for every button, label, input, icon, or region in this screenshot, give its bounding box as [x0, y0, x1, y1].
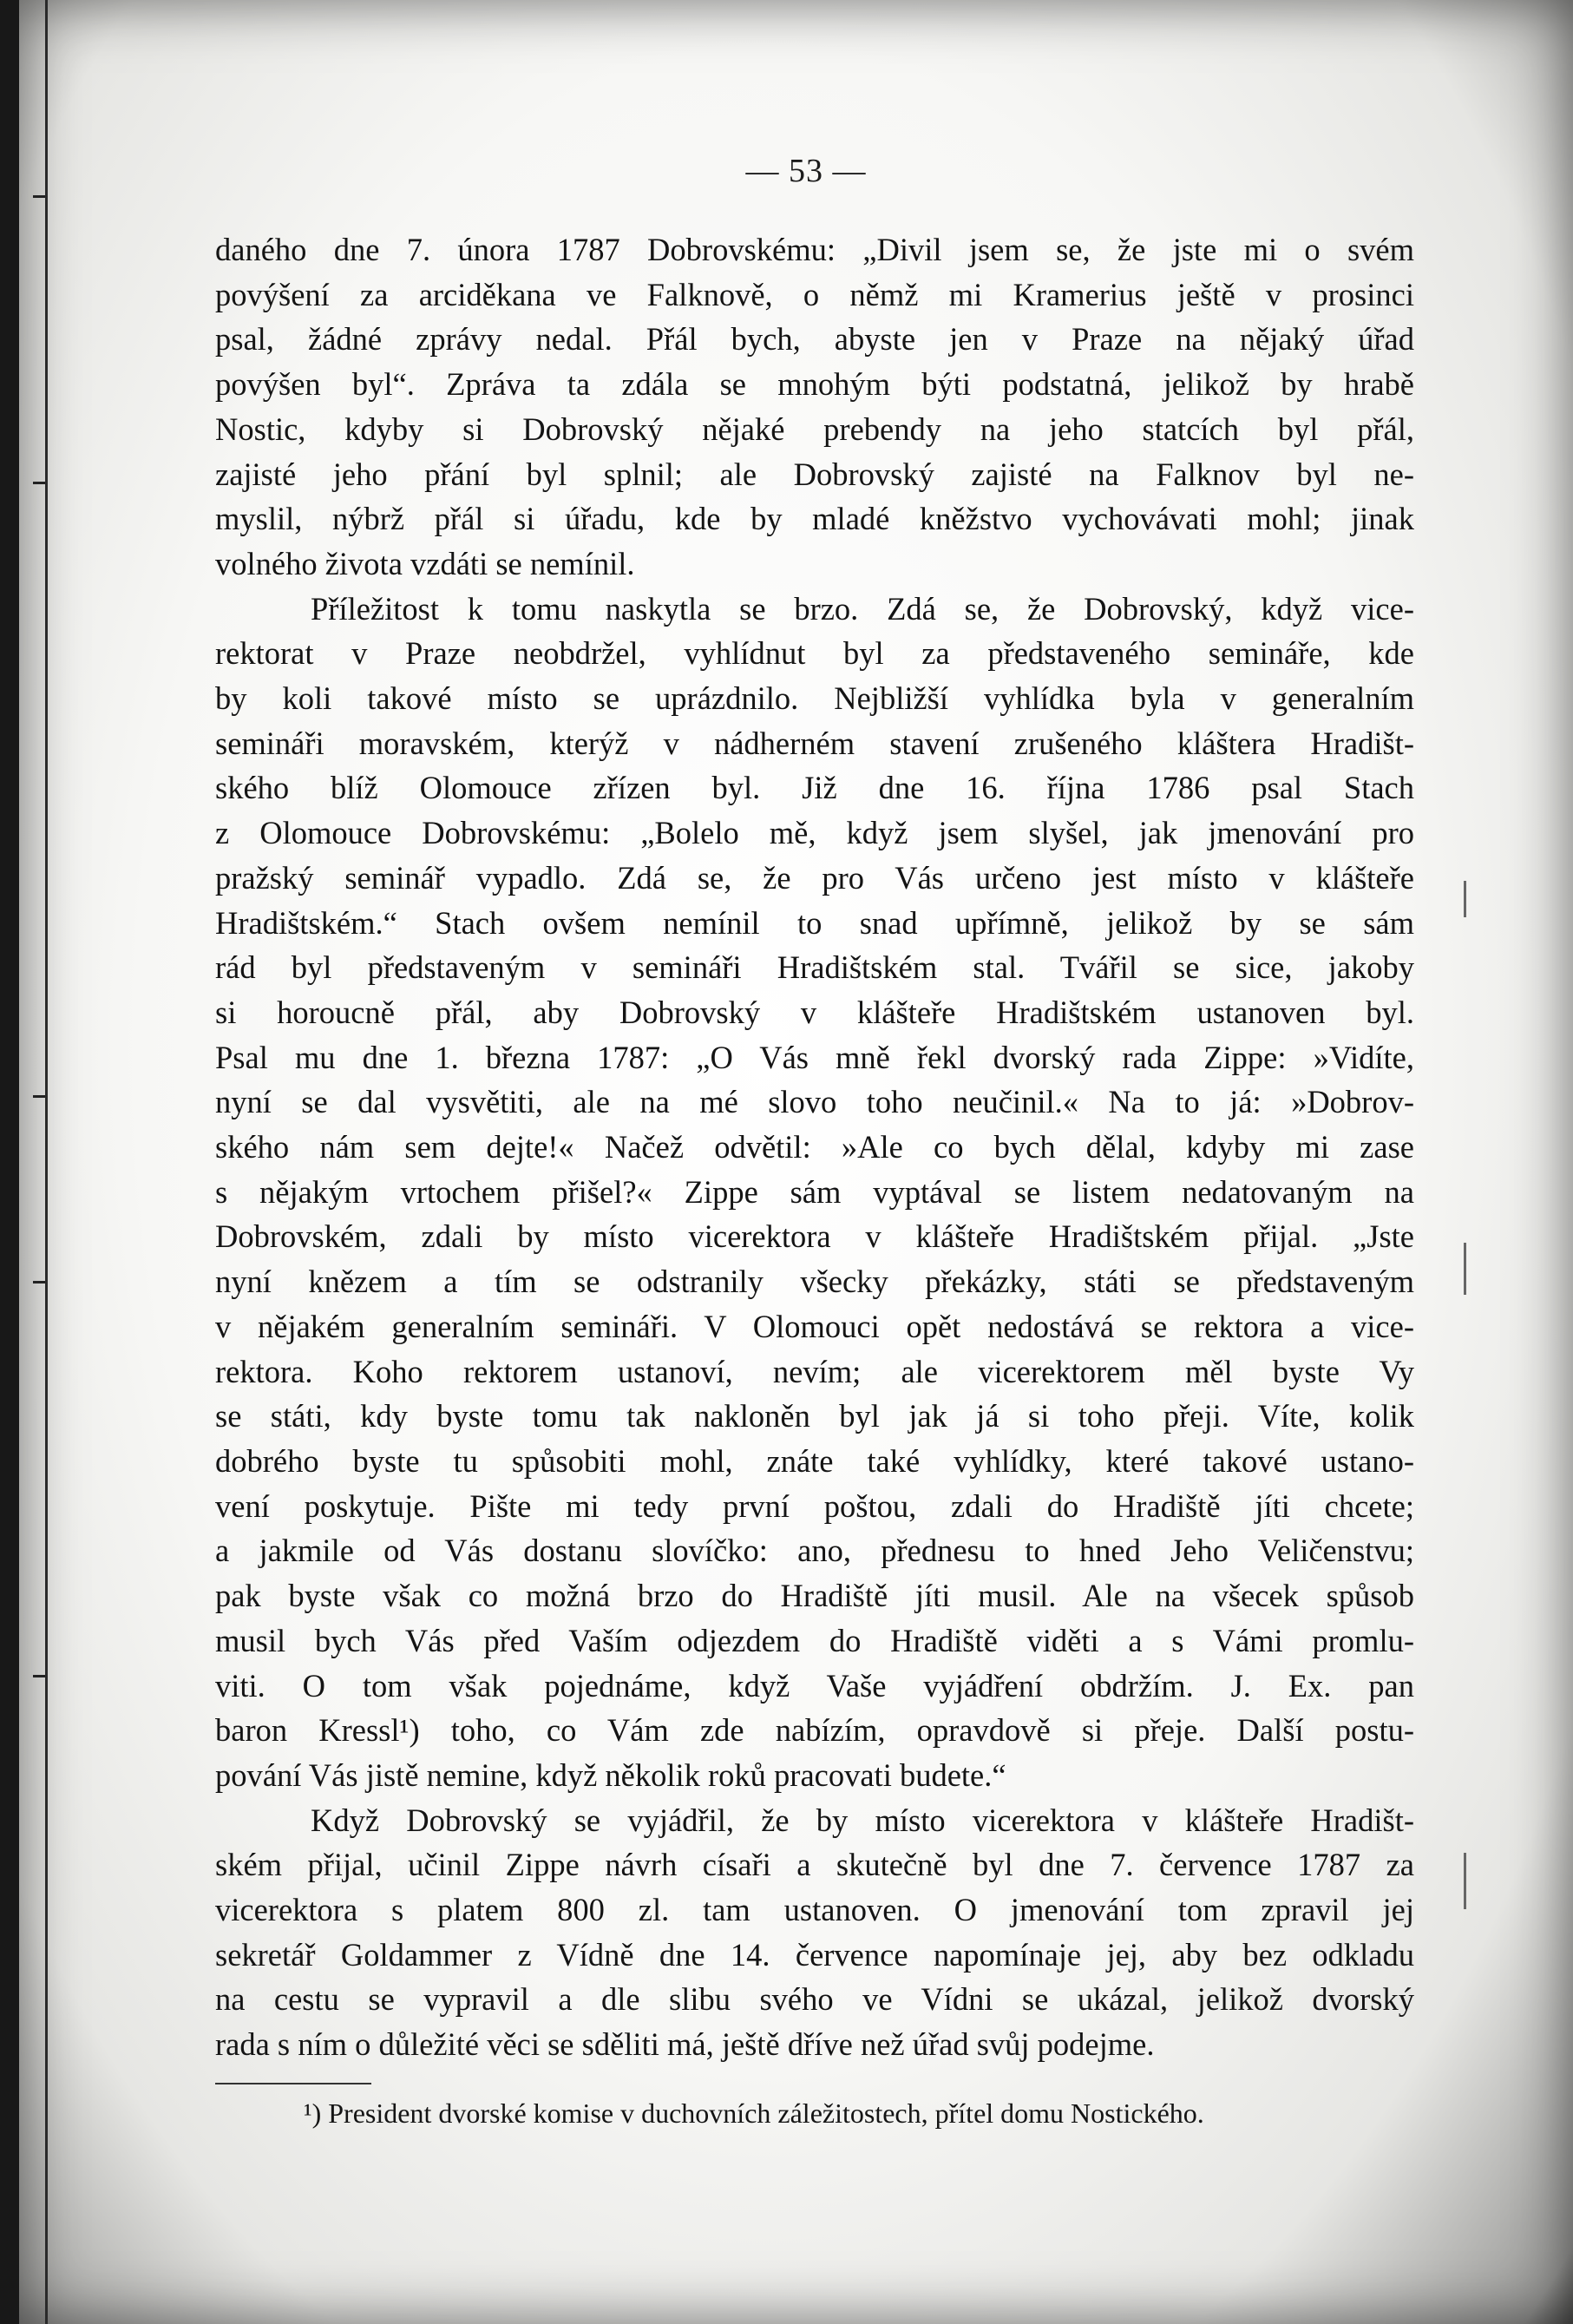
text-line: dobrého byste tu spůsobiti mohl, znáte také vyhlídky, které takové ustano- — [215, 1442, 1414, 1479]
text-line: Hradištském.“ Stach ovšem nemínil to snad upřímně, jelikož by se sám — [215, 904, 1414, 941]
text-line: semináři moravském, kterýž v nádherném stavení zrušeného kláštera Hradišt- — [215, 725, 1414, 761]
text-line: povýšení za arciděkana ve Falknově, o němž mi Kramerius ještě v prosinci — [215, 276, 1414, 312]
text-line: s nějakým vrtochem přišel?« Zippe sám vyptával se listem nedatovaným na — [215, 1173, 1414, 1210]
text-line: Dobrovském, zdali by místo vicerektora v klášteře Hradištském přijal. „Jste — [215, 1218, 1414, 1255]
text-line: pak byste však co možná brzo do Hradiště jíti musil. Ale na všecek spůsob — [215, 1578, 1414, 1614]
text-line: ského nám sem dejte!« Načež odvětil: »Ale co bych dělal, kdyby mi zase — [215, 1129, 1414, 1165]
footnote-rule — [215, 2083, 371, 2084]
text-line: pování Vás jistě nemine, když několik roků pracovati budete.“ — [215, 1756, 1006, 1793]
text-line: ského blíž Olomouce zřízen byl. Již dne 16. října 1786 psal Stach — [215, 770, 1414, 806]
edge-mark — [33, 1675, 45, 1677]
edge-mark — [33, 482, 45, 484]
text-line: vicerektora s platem 800 zl. tam ustanoven. O jmenování tom zpravil jej — [215, 1892, 1414, 1928]
scan-speck — [1464, 1853, 1466, 1909]
text-line: Příležitost k tomu naskytla se brzo. Zdá se, že Dobrovský, když vice- — [311, 590, 1414, 627]
paragraph — [215, 227, 1414, 587]
text-line: v nějakém generalním semináři. V Olomouci opět nedostává se rektora a vice- — [215, 1308, 1414, 1344]
text-line: rád byl představeným v semináři Hradištském stal. Tvářil se sice, jakoby — [215, 949, 1414, 986]
page-number: — 53 — — [745, 153, 867, 189]
edge-mark — [33, 1281, 45, 1283]
text-line: volného života vzdáti se nemínil. — [215, 545, 635, 581]
text-line: rektora. Koho rektorem ustanoví, nevím; ale vicerektorem měl byste Vy — [215, 1353, 1414, 1389]
edge-mark — [33, 195, 45, 198]
text-line: zajisté jeho přání byl splnil; ale Dobrovský zajisté na Falknov byl ne- — [215, 456, 1414, 492]
text-line: baron Kressl¹) toho, co Vám zde nabízím, opravdově si přeje. Další postu- — [215, 1712, 1414, 1749]
binding-edge-line — [45, 0, 48, 2324]
text-line: nyní knězem a tím se odstranily všecky překázky, státi se představeným — [215, 1264, 1414, 1300]
text-line: nyní se dal vysvětiti, ale na mé slovo toho neučinil.« Na to já: »Dobrov- — [215, 1084, 1414, 1120]
text-line: Psal mu dne 1. března 1787: „O Vás mně řekl dvorský rada Zippe: »Vidíte, — [215, 1039, 1414, 1075]
text-line: viti. O tom však pojednáme, když Vaše vyjádření obdržím. J. Ex. pan — [215, 1667, 1414, 1704]
text-line: by koli takové místo se uprázdnilo. Nejbližší vyhlídka byla v generalním — [215, 680, 1414, 717]
text-line: psal, žádné zprávy nedal. Přál bych, abyste jen v Praze na nějaký úřad — [215, 321, 1414, 358]
text-line: musil bych Vás před Vaším odjezdem do Hradiště viděti a s Vámi promlu- — [215, 1622, 1414, 1658]
text-line: a jakmile od Vás dostanu slovíčko: ano, přednesu to hned Jeho Veličenstvu; — [215, 1533, 1414, 1569]
text-line: na cestu se vypravil a dle slibu svého ve Vídni se ukázal, jelikož dvorský — [215, 1981, 1414, 2018]
edge-mark — [33, 1095, 45, 1098]
footnote: ¹) President dvorské komise v duchovních záležitostech, přítel domu Nostického. — [304, 2098, 1204, 2129]
text-line: z Olomouce Dobrovskému: „Bolelo mě, když jsem slyšel, jak jmenování pro — [215, 815, 1414, 851]
text-line: Když Dobrovský se vyjádřil, že by místo vicerektora v klášteře Hradišt- — [311, 1802, 1414, 1838]
paragraph — [215, 1798, 1414, 2067]
text-line: myslil, nýbrž přál si úřadu, kde by mladé kněžstvo vychovávati mohl; jinak — [215, 501, 1414, 537]
paragraph — [215, 587, 1414, 1798]
text-line: povýšen byl“. Zpráva ta zdála se mnohým býti podstatná, jelikož by hrabě — [215, 366, 1414, 403]
text-line: se státi, kdy byste tomu tak nakloněn byl jak já si toho přeji. Víte, kolik — [215, 1398, 1414, 1434]
text-line: rektorat v Praze neobdržel, vyhlídnut byl za představeného semináře, kde — [215, 635, 1414, 672]
text-line: ském přijal, učinil Zippe návrh císaři a skutečně byl dne 7. července 1787 za — [215, 1847, 1414, 1883]
text-line: pražský seminář vypadlo. Zdá se, že pro Vás určeno jest místo v klášteře — [215, 859, 1414, 896]
text-line: rada s ním o důležité věci se sděliti má, ještě dříve než úřad svůj podejme. — [215, 2026, 1155, 2063]
text-line: si horoucně přál, aby Dobrovský v klášteře Hradištském ustanoven byl. — [215, 994, 1414, 1030]
text-line: daného dne 7. února 1787 Dobrovskému: „Divil jsem se, že jste mi o svém — [215, 232, 1414, 267]
text-line: sekretář Goldammer z Vídně dne 14. července napomínaje jej, aby bez odkladu — [215, 1936, 1414, 1973]
text-line: vení poskytuje. Pište mi tedy první poštou, zdali do Hradiště jíti chcete; — [215, 1487, 1414, 1524]
scan-speck — [1464, 881, 1466, 917]
text-line: Nostic, kdyby si Dobrovský nějaké prebendy na jeho statcích byl přál, — [215, 410, 1414, 447]
scan-speck — [1464, 1243, 1466, 1295]
body-text — [215, 227, 1414, 2067]
